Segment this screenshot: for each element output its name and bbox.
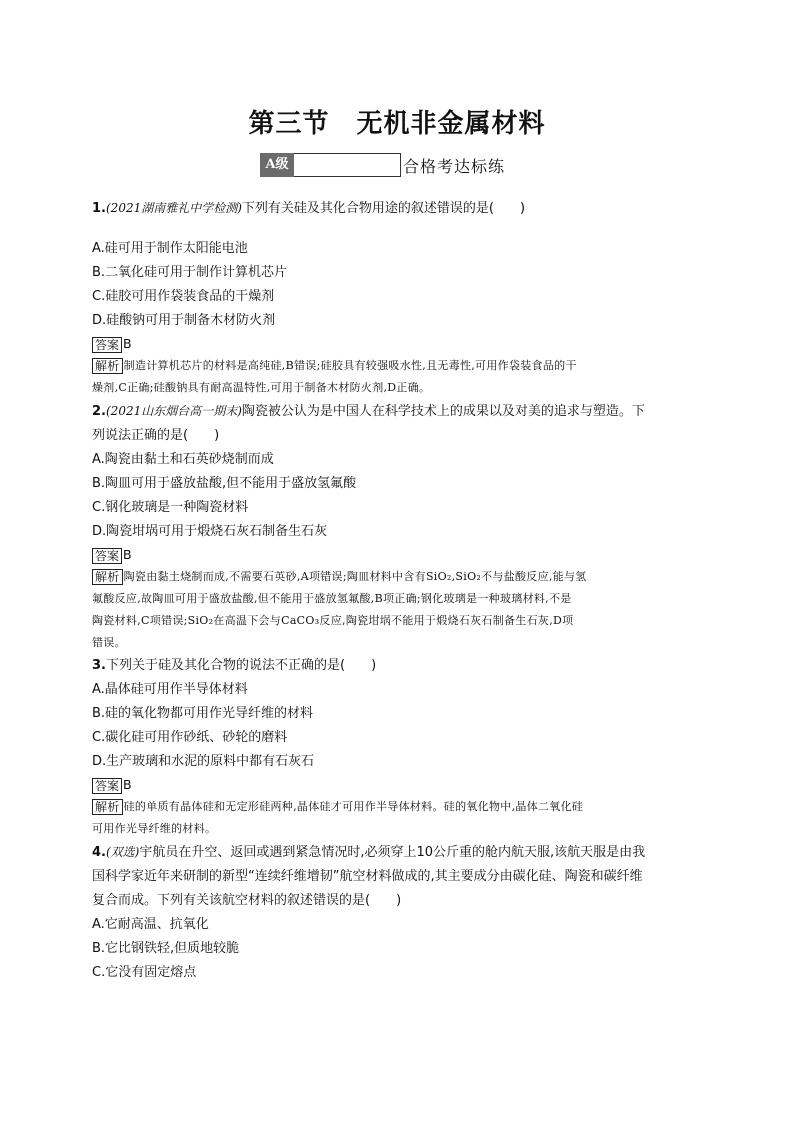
option: B.二氧化硅可用于制作计算机芯片 (92, 265, 288, 280)
question-text: 列说法正确的是( ) (92, 428, 220, 443)
answer-value: B (123, 336, 132, 351)
option: A.晶体硅可用作半导体材料 (92, 682, 248, 697)
question-stem: 1.(2021湖南雅礼中学检测)下列有关硅及其化合物用途的叙述错误的是( ) (92, 201, 526, 216)
explain-tag: 解析 (92, 358, 123, 374)
option: D.生产玻璃和水泥的原料中都有石灰石 (92, 754, 315, 769)
question-number: 1 (92, 201, 102, 216)
answer-value: B (123, 547, 132, 562)
question-4 (92, 840, 704, 985)
question-number: 2 (92, 404, 102, 419)
question-number: 3 (92, 658, 102, 673)
explain-line: 陶瓷由黏土烧制而成,不需要石英砂,A项错误;陶皿材料中含有SiO₂,SiO₂不与盐酸反应,能与氢 (123, 570, 587, 583)
question-text: 复合而成。下列有关该航空材料的叙述错误的是( ) (92, 893, 402, 908)
option: A.硅可用于制作太阳能电池 (92, 241, 248, 256)
question-text: 陶瓷被公认为是中国人在科学技术上的成果以及对美的追求与塑造。下 (241, 404, 645, 419)
level-badge: A级 (260, 153, 294, 177)
question-text: 国科学家近年来研制的新型“连续纤维增韧”航空材料做成的,其主要成分由碳化硅、陶瓷和碳纤维 (92, 869, 643, 884)
question-list (92, 196, 704, 985)
question-source: (2021湖南雅礼中学检测) (106, 201, 242, 215)
level-label: 合格考达标练 (403, 156, 506, 176)
question-text: 下列关于硅及其化合物的说法不正确的是( ) (106, 658, 377, 673)
answer-row (92, 774, 704, 796)
option: A.陶瓷由黏土和石英砂烧制而成 (92, 452, 274, 467)
explain-line: 燥剂,C正确;硅酸钠具有耐高温特性,可用于制备木材防火剂,D正确。 (92, 381, 431, 394)
explain-line: 氟酸反应,故陶皿可用于盛放盐酸,但不能用于盛放氢氟酸,B项正确;钢化玻璃是一种玻璃材料,不是 (92, 592, 572, 605)
page-title: 第三节 无机非金属材料 (248, 109, 546, 139)
explain-line: 可用作光导纤维的材料。 (92, 822, 217, 835)
option: C.硅胶可用作袋装食品的干燥剂 (92, 289, 275, 304)
question-number: 4 (92, 845, 102, 860)
option: B.陶皿可用于盛放盐酸,但不能用于盛放氢氟酸 (92, 476, 357, 491)
question-stem: 2.(2021山东烟台高一期末)陶瓷被公认为是中国人在科学技术上的成果以及对美的追求与塑造。下 列说法正确的是( ) (92, 404, 645, 443)
question-source: (2021山东烟台高一期末) (106, 404, 242, 418)
answer-tag: 答案 (92, 337, 122, 353)
option: C.它没有固定熔点 (92, 965, 197, 980)
answer-value: B (123, 777, 132, 792)
option: C.钢化玻璃是一种陶瓷材料 (92, 500, 249, 515)
question-text: 下列有关硅及其化合物用途的叙述错误的是( ) (241, 201, 526, 216)
question-3 (92, 654, 704, 840)
answer-tag: 答案 (92, 548, 122, 564)
answer-row (92, 333, 704, 355)
option: B.它比钢铁轻,但质地较脆 (92, 941, 240, 956)
explain-line: 陶瓷材料,C项错误;SiO₂在高温下会与CaCO₃反应,陶瓷坩埚不能用于煅烧石灰石制备生石灰,D项 (92, 614, 574, 627)
option: D.硅酸钠可用于制备木材防火剂 (92, 313, 276, 328)
question-stem: 3.下列关于硅及其化合物的说法不正确的是( ) (92, 658, 377, 673)
explain-line: 错误。 (92, 636, 126, 649)
option: D.陶瓷坩埚可用于煅烧石灰石制备生石灰 (92, 524, 328, 539)
level-divider (294, 153, 401, 177)
question-2 (92, 399, 704, 654)
explanation (92, 796, 704, 840)
explain-line: 制造计算机芯片的材料是高纯硅,B错误;硅胶具有较强吸水性,且无毒性,可用作袋装食品的干 (123, 359, 577, 372)
question-source: (双选) (106, 845, 140, 859)
level-header (260, 152, 505, 178)
explain-line: 硅的单质有晶体硅和无定形硅两种,晶体硅才可用作半导体材料。硅的氧化物中,晶体二氧化硅 (123, 800, 584, 813)
option: B.硅的氧化物都可用作光导纤维的材料 (92, 706, 314, 721)
explain-tag: 解析 (92, 569, 123, 585)
option: A.它耐高温、抗氧化 (92, 917, 209, 932)
question-stem: 4.(双选)宇航员在升空、返回或遇到紧急情况时,必须穿上10公斤重的舱内航天服,该航天服是由我 国科学家近年来研制的新型“连续纤维增韧”航空材料做成的,其主要成分由碳化硅、陶瓷和碳纤维 复合而成。下列有关该航空材料的叙述错误的是( ) (92, 845, 646, 908)
explain-tag: 解析 (92, 799, 123, 815)
explanation (92, 355, 704, 399)
answer-tag: 答案 (92, 778, 122, 794)
option: C.碳化硅可用作砂纸、砂轮的磨料 (92, 730, 288, 745)
question-text: 宇航员在升空、返回或遇到紧急情况时,必须穿上10公斤重的舱内航天服,该航天服是由我 (139, 845, 646, 860)
answer-row (92, 544, 704, 566)
explanation (92, 566, 704, 654)
question-1 (92, 196, 704, 399)
